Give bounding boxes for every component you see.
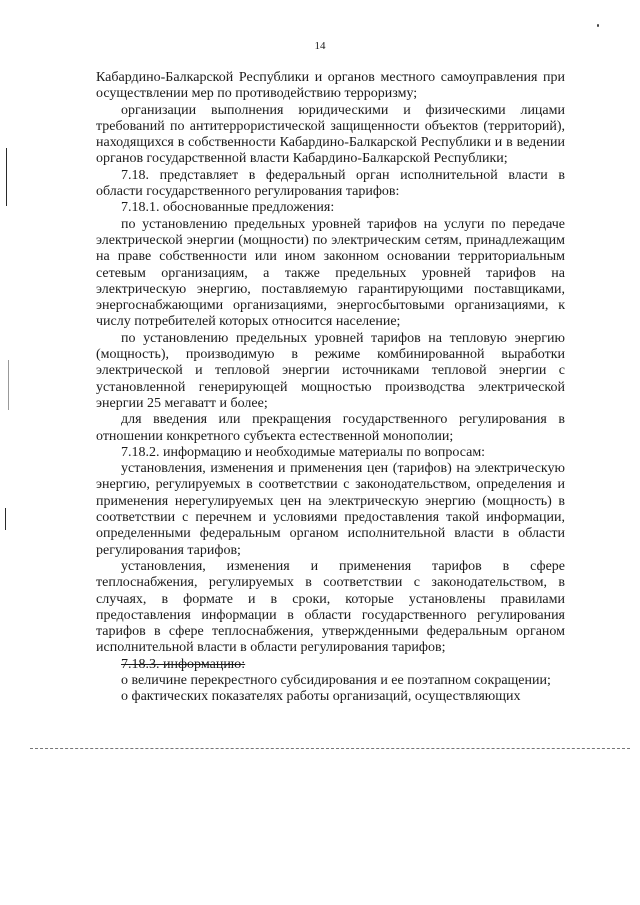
page-number: 14 bbox=[314, 40, 326, 52]
document-body bbox=[96, 70, 565, 706]
paragraph-tariff-heat: по установлению предельных уровней тарифов на тепловую энергию (мощность), производимую в режиме комбинированной выработки электрической и тепловой энергии источниками тепловой энергии с установленной генерирующей мощностью производства электрической энергии 25 мегаватт и более; bbox=[96, 330, 565, 411]
paragraph-7-18-2: 7.18.2. информацию и необходимые материалы по вопросам: bbox=[121, 444, 486, 460]
paragraph-7-18: 7.18. представляет в федеральный орган исполнительной власти в области государственного регулирования тарифов: bbox=[96, 167, 565, 200]
paragraph-1: Кабардино-Балкарской Республики и органов местного самоуправления при осуществлении мер по противодействию терроризму; bbox=[96, 70, 565, 102]
paragraph-tariff-transmission: по установлению предельных уровней тарифов на услуги по передаче электрической энергии (мощности) по электрическим сетям, принадлежащим на праве собственности или ином законном основании территориальным сетевым организациям, а также предельных уровней тарифов на электрическую энергию, поставляемую гарантирующими поставщиками, энергоснабжающими организациями, энергосбытовыми организациями, к числу потребителей которых относится население; bbox=[96, 216, 565, 330]
scan-edge-mark bbox=[5, 508, 6, 530]
paragraph-electric-prices: установления, изменения и применения цен (тарифов) на электрическую энергию, регулируемых в соответствии с законодательством, определения и применения нерегулируемых цен на электрическую энергию (мощность) в соответствии с перечнем и условиями предоставления такой информации, определенными федеральным органом исполнительной власти в области регулирования тарифов; bbox=[96, 461, 565, 558]
paragraph-actual-indicators: о фактических показателях работы организаций, осуществляющих bbox=[121, 689, 521, 705]
paragraph-7-18-1: 7.18.1. обоснованные предложения: bbox=[121, 200, 335, 216]
scan-edge-mark bbox=[8, 360, 9, 410]
paragraph-2: организации выполнения юридическими и физическими лицами требований по антитеррористической защищенности объектов (территорий), находящихся в собственности Кабардино-Балкарской Республики и в ведении органов государственной власти Кабардино-Балкарской Республики; bbox=[96, 102, 565, 167]
scan-dashed-rule bbox=[30, 748, 630, 749]
paragraph-cross-subsidy: о величине перекрестного субсидирования и ее поэтапном сокращении; bbox=[121, 672, 551, 688]
scan-speck bbox=[597, 24, 599, 27]
paragraph-7-18-3: 7.18.3. информацию: bbox=[121, 656, 246, 672]
scan-edge-mark bbox=[6, 148, 7, 206]
paragraph-heat-tariffs: установления, изменения и применения тарифов в сфере теплоснабжения, регулируемых в соответствии с законодательством, в случаях, в формате и в сроки, которые установлены правилами предоставления информации в области государственного регулирования тарифов в сфере теплоснабжения, утвержденными федеральным органом исполнительной власти в области регулирования тарифов; bbox=[96, 558, 565, 656]
paragraph-monopoly-regulation: для введения или прекращения государственного регулирования в отношении конкретного субъекта естественной монополии; bbox=[96, 412, 565, 444]
